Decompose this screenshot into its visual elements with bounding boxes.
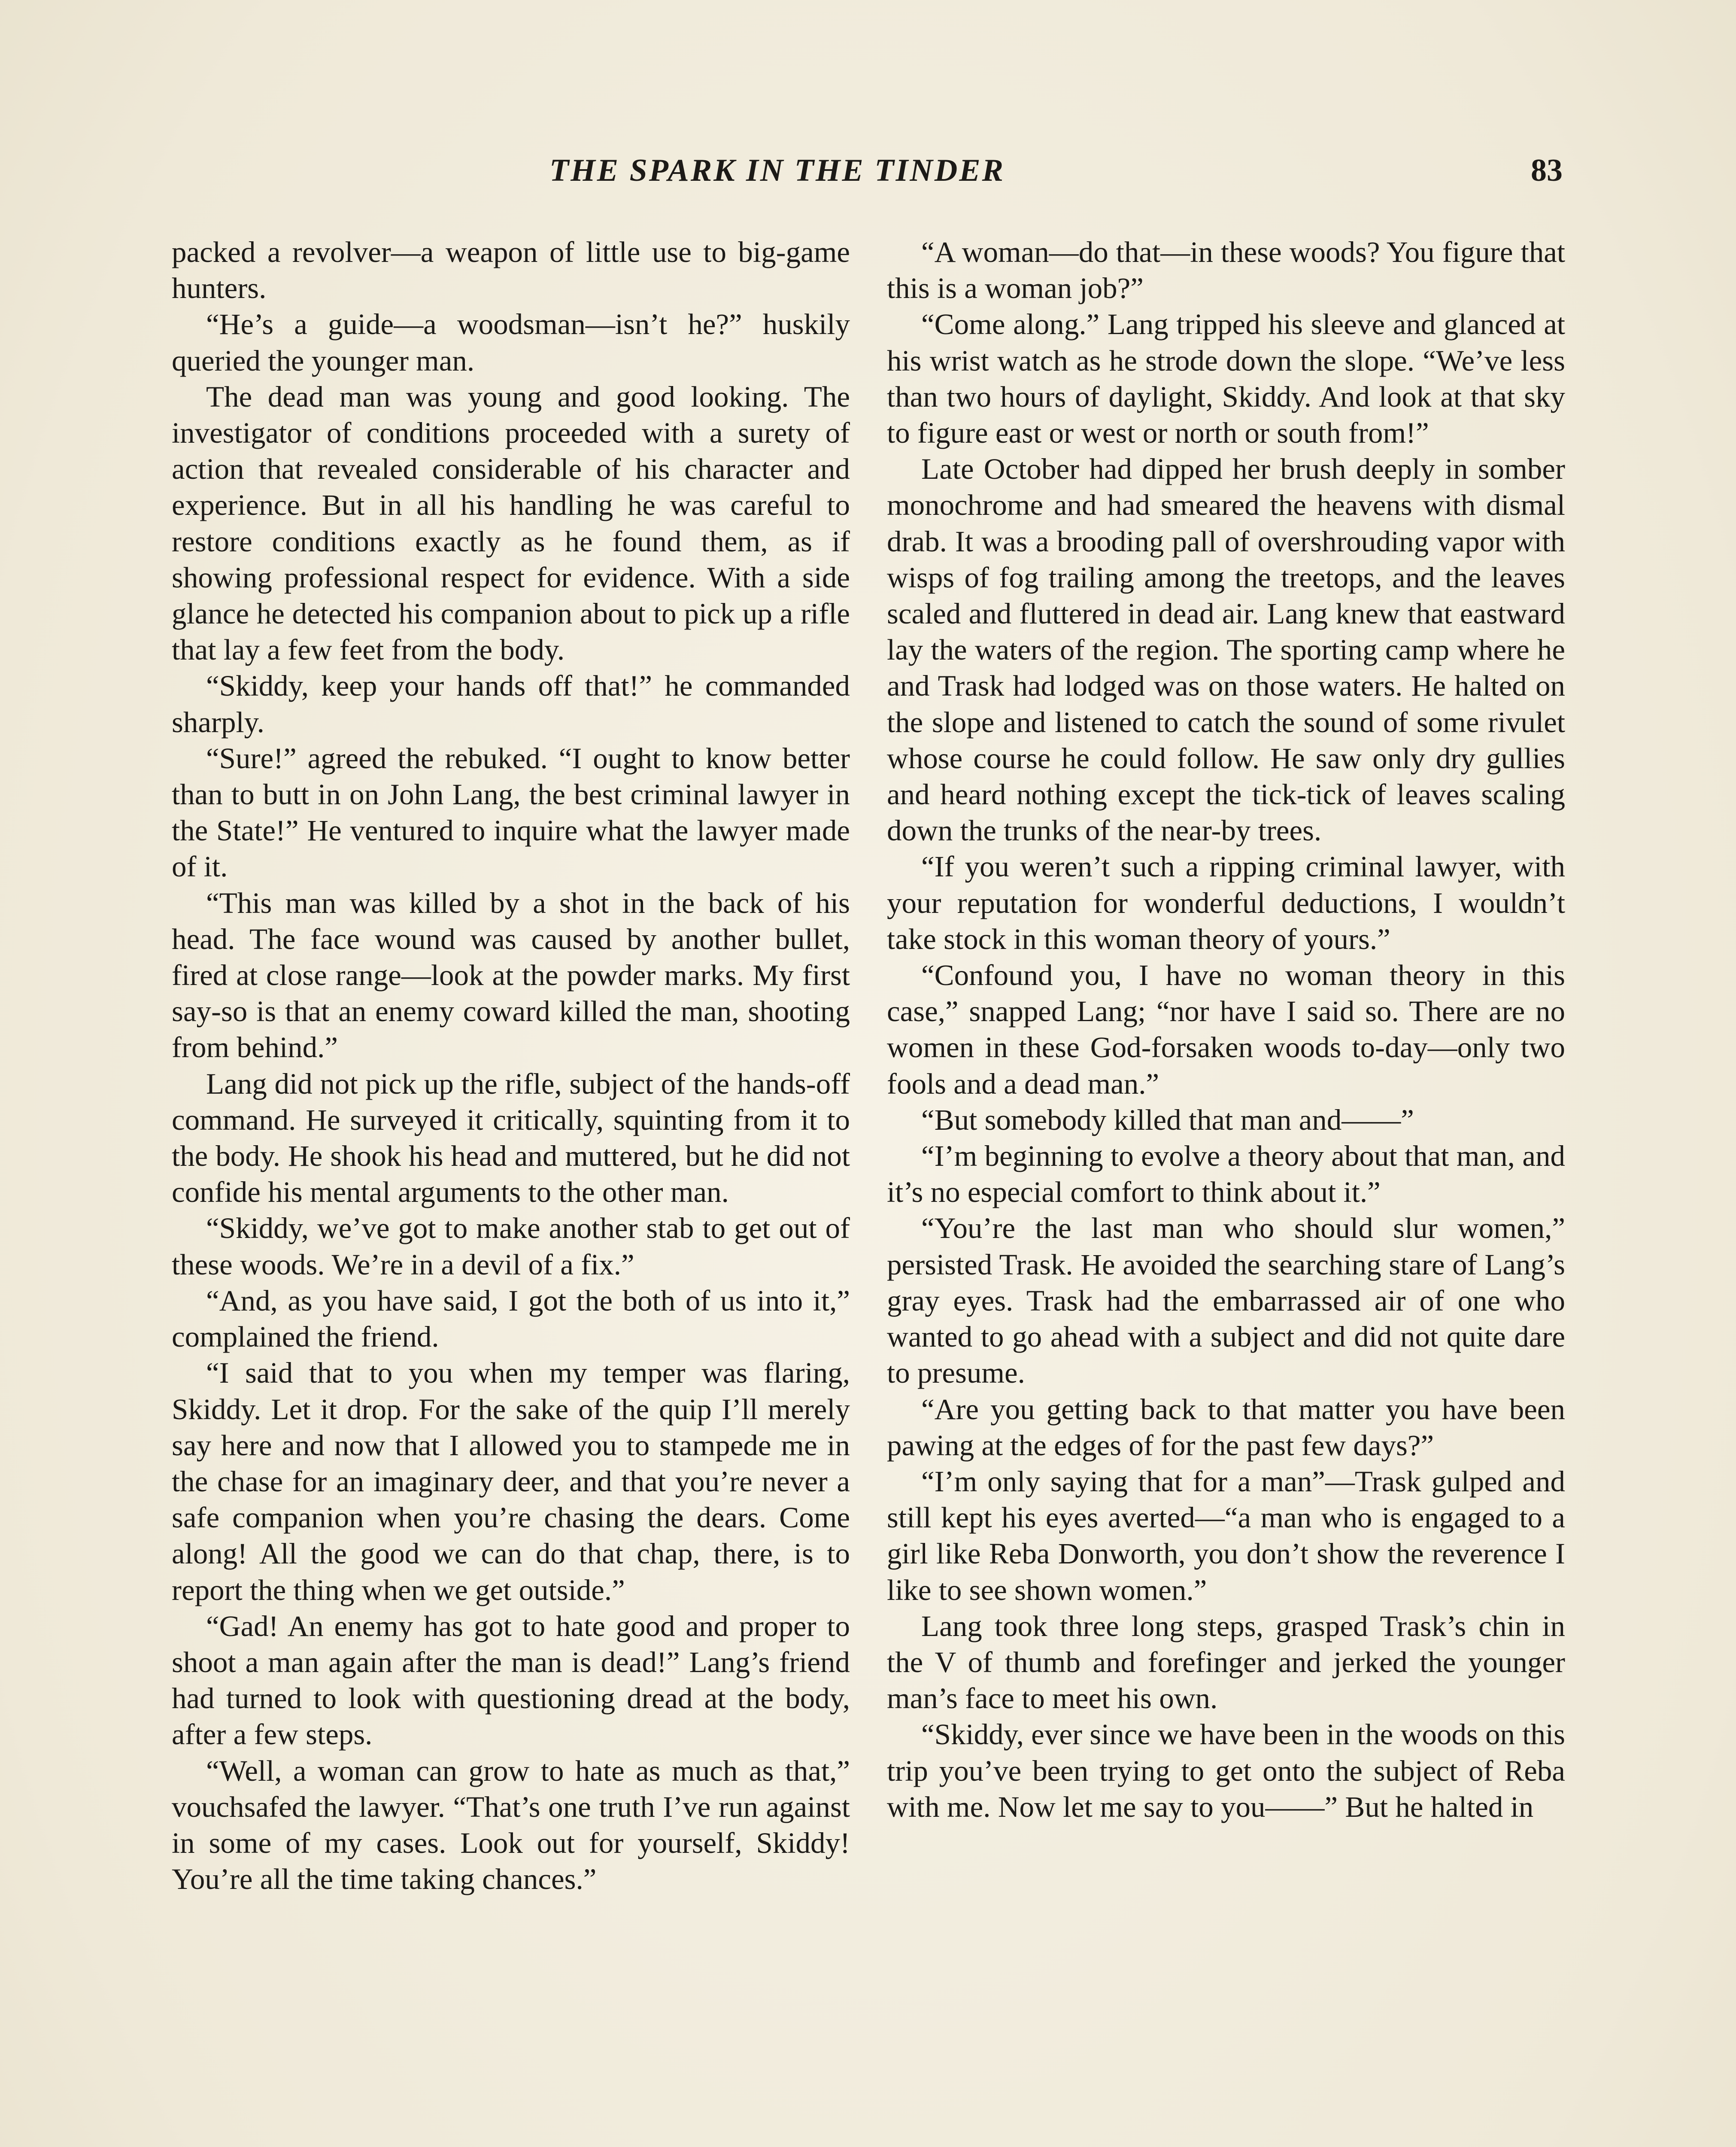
paragraph: “Well, a woman can grow to hate as much as that,” vouchsafed the lawyer. “That’s one truth I’ve run against in some of my cases. Look out for yourself, Skiddy! You’re all the time taking chances.”	[172, 1754, 850, 1896]
paragraph: Lang did not pick up the rifle, subject of the hands-off command. He surveyed it critically, squinting from it to the body. He shook his head and muttered, but he did not confide his mental arguments to the other man.	[172, 1067, 850, 1209]
paragraph: “Are you getting back to that matter you have been pawing at the edges of for the past few days?”	[887, 1393, 1565, 1462]
paragraph: Lang took three long steps, grasped Trask’s chin in the V of thumb and forefinger and jerked the younger man’s face to meet his own.	[887, 1609, 1565, 1715]
paragraph: “I’m beginning to evolve a theory about that man, and it’s no especial comfort to think about it.”	[887, 1140, 1565, 1209]
paragraph: “I said that to you when my temper was flaring, Skiddy. Let it drop. For the sake of the quip I’ll merely say here and now that I allowed you to stampede me in the chase for an imaginary deer, and that you’re never a safe companion when you’re chasing the dears. Come along! All the good we can do that chap, there, is to report the thing when we get outside.”	[172, 1356, 850, 1606]
paragraph: “But somebody killed that man and——”	[921, 1103, 1414, 1136]
paragraph: “He’s a guide—a woodsman—isn’t he?” huskily queried the younger man.	[172, 308, 850, 377]
paragraph: “Sure!” agreed the rebuked. “I ought to know better than to butt in on John Lang, the best criminal lawyer in the State!” He ventured to inquire what the lawyer made of it.	[172, 742, 850, 883]
paragraph: “Gad! An enemy has got to hate good and proper to shoot a man again after the man is dead!” Lang’s friend had turned to look with questioning dread at the body, after a few steps.	[172, 1609, 850, 1751]
left-column	[172, 234, 850, 1897]
paragraph: “And, as you have said, I got the both of us into it,” complained the friend.	[172, 1284, 850, 1353]
paragraph: “You’re the last man who should slur women,” persisted Trask. He avoided the searching stare of Lang’s gray eyes. Trask had the embarrassed air of one who wanted to go ahead with a subject and did not quite dare to presume.	[887, 1212, 1565, 1390]
paragraph: “I’m only saying that for a man”—Trask gulped and still kept his eyes averted—“a man who is engaged to a girl like Reba Donworth, you don’t show the reverence I like to see shown women.”	[887, 1465, 1565, 1606]
paragraph: “A woman—do that—in these woods? You figure that this is a woman job?”	[887, 236, 1565, 305]
page-number: 83	[1531, 153, 1563, 188]
paragraph: “Skiddy, we’ve got to make another stab to get out of these woods. We’re in a devil of a fix.”	[172, 1212, 850, 1281]
paragraph: “Skiddy, keep your hands off that!” he commanded sharply.	[172, 669, 850, 739]
paragraph: “If you weren’t such a ripping criminal lawyer, with your reputation for wonderful deductions, I wouldn’t take stock in this woman theory of yours.”	[887, 850, 1565, 955]
paragraph: packed a revolver—a weapon of little use to big-game hunters.	[172, 236, 850, 305]
paragraph: Late October had dipped her brush deeply in somber monochrome and had smeared the heavens with dismal drab. It was a brooding pall of overshrouding vapor with wisps of fog trailing among the treetops, and the leaves scaled and fluttered in dead air. Lang knew that eastward lay the waters of the region. The sporting camp where he and Trask had lodged was on those waters. He halted on the slope and listened to catch the sound of some rivulet whose course he could follow. He saw only dry gullies and heard nothing except the tick-tick of leaves scaling down the trunks of the near-by trees.	[887, 453, 1565, 847]
right-column	[887, 234, 1565, 1825]
paragraph: “Come along.” Lang tripped his sleeve and glanced at his wrist watch as he strode down the slope. “We’ve less than two hours of daylight, Skiddy. And look at that sky to figure east or west or north or south from!”	[887, 308, 1565, 450]
paragraph: “Confound you, I have no woman theory in this case,” snapped Lang; “nor have I said so. There are no women in these God-forsaken woods to-day—only two fools and a dead man.”	[887, 959, 1565, 1100]
paragraph: The dead man was young and good looking. The investigator of conditions proceeded with a surety of action that revealed considerable of his character and experience. But in all his handling he was careful to restore conditions exactly as he found them, as if showing professional respect for evidence. With a side glance he detected his companion about to pick up a rifle that lay a few feet from the body.	[172, 380, 850, 666]
paragraph: “This man was killed by a shot in the back of his head. The face wound was caused by another bullet, fired at close range—look at the powder marks. My first say-so is that an enemy coward killed the man, shooting from behind.”	[172, 886, 850, 1064]
paragraph: “Skiddy, ever since we have been in the woods on this trip you’ve been trying to get onto the subject of Reba with me. Now let me say to you——” But he halted in	[887, 1718, 1565, 1823]
running-title: THE SPARK IN THE TINDER	[549, 153, 1005, 188]
